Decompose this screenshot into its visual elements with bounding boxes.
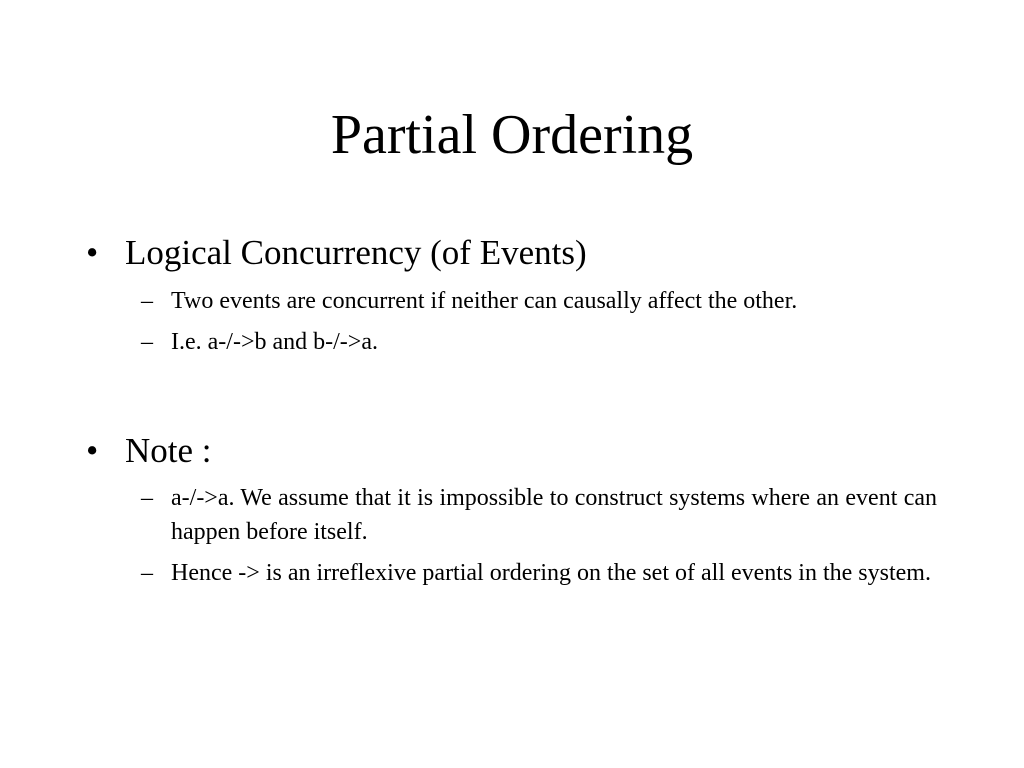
dash-icon: – [141, 560, 153, 586]
bullet-heading: Note : [125, 431, 212, 470]
bullet-icon: • [86, 431, 99, 470]
sub-bullet-text: I.e. a-/->b and b-/->a. [171, 329, 378, 355]
dash-icon: – [141, 329, 153, 355]
dash-icon: – [141, 485, 153, 511]
sub-bullet-text: Hence -> is an irreflexive partial ordering on the set of all events in the system. [171, 560, 931, 586]
sub-bullet-self-precedence [141, 481, 937, 549]
sub-bullet-irreflexive [141, 556, 937, 590]
sub-bullet-text: Two events are concurrent if neither can causally affect the other. [171, 288, 798, 314]
bullet-heading: Logical Concurrency (of Events) [125, 233, 587, 272]
sub-bullet-concurrent-definition [141, 284, 937, 318]
sub-bullet-ie-notation [141, 325, 937, 359]
slide-title: Partial Ordering [330, 104, 694, 166]
bullet-icon: • [86, 233, 99, 272]
sub-bullet-text: a-/->a. We assume that it is impossible to construct systems where an event can happen before itself. [171, 485, 937, 545]
dash-icon: – [141, 288, 153, 314]
